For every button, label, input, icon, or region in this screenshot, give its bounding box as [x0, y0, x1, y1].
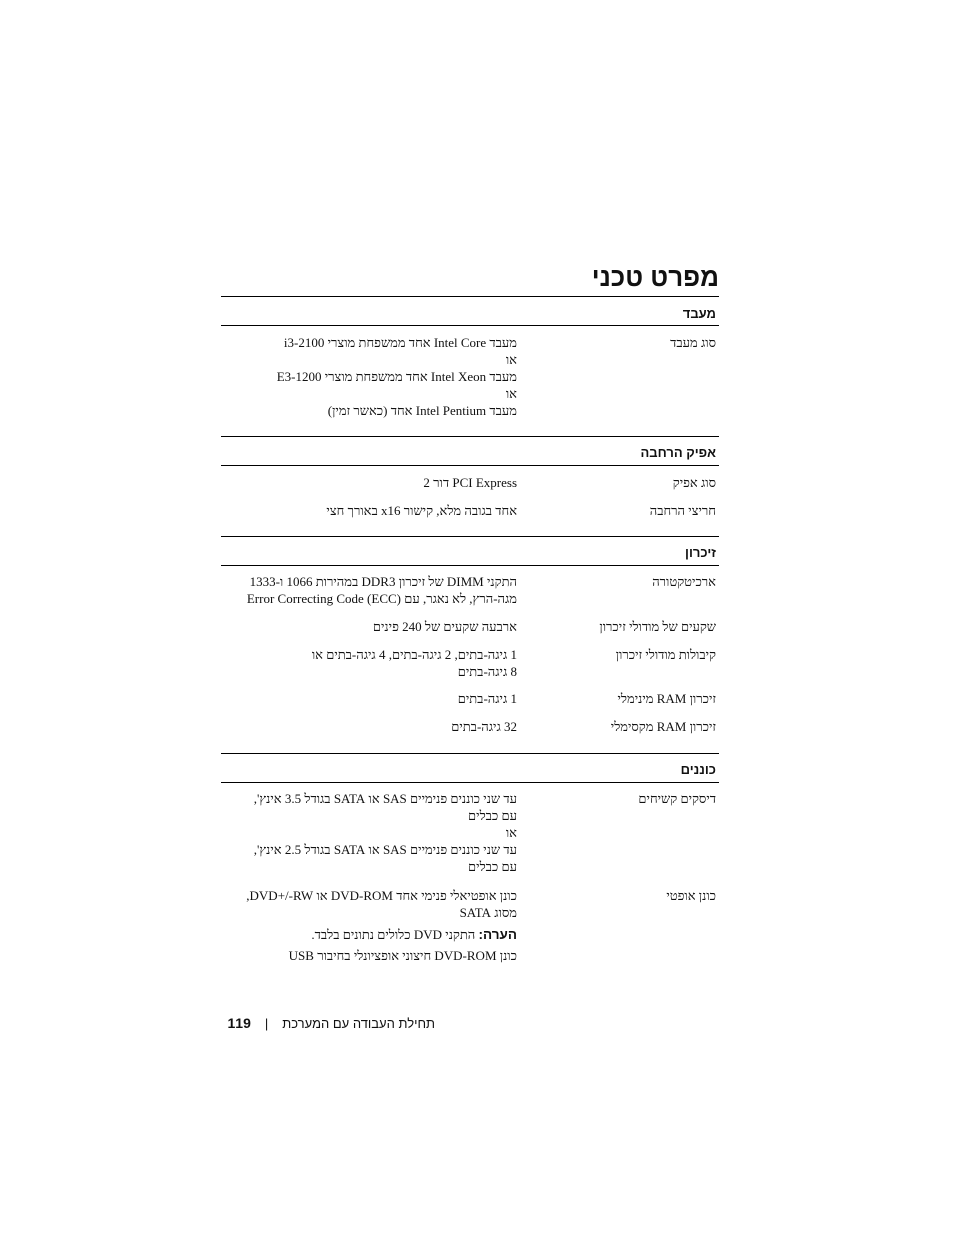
- value-line: עם כבלים: [468, 859, 517, 874]
- row-label: כונן אופטי: [666, 888, 716, 903]
- divider: [221, 782, 719, 783]
- value-line: כונן אופטיאלי פנימי אחד DVD-ROM או DVD+/-RW,: [246, 888, 517, 903]
- value-line: מסוג SATA: [459, 905, 517, 920]
- row-value: [221, 790, 517, 875]
- row-value: [221, 618, 517, 635]
- divider: [221, 465, 719, 466]
- divider: [221, 565, 719, 566]
- value-line: מגה-הרץ, לא נאגר, עם Error Correcting Code (ECC): [246, 591, 517, 606]
- value-line: התקני DIMM של זיכרון DDR3 במהירות 1066 ו-1333: [249, 574, 517, 589]
- value-line: או: [505, 825, 517, 840]
- value-line: מעבד Intel Xeon אחד ממשפחת מוצרי E3-1200: [276, 369, 517, 384]
- row-value: [221, 502, 517, 519]
- value-line: מעבד Intel Core אחד ממשפחת מוצרי i3-2100: [283, 335, 517, 350]
- value-line: עד שני כוננים פנימיים SAS או SATA בגודל 2.5 אינץ',: [253, 842, 517, 857]
- row-label: שקעים של מודולי זיכרון: [599, 619, 716, 634]
- footer-section-title: תחילת העבודה עם המערכת: [282, 1016, 435, 1031]
- footer-separator: |: [264, 1016, 269, 1031]
- value-line: או: [505, 386, 517, 401]
- value-line: 1 גיגה-בתים, 2 גיגה-בתים, 4 גיגה-בתים או: [311, 647, 517, 662]
- row-value: [221, 646, 517, 680]
- row-value: [221, 887, 517, 921]
- page-number: 119: [227, 1015, 251, 1031]
- divider: [221, 436, 719, 437]
- page-title: מפרט טכני: [591, 262, 719, 292]
- divider: [221, 753, 719, 754]
- value-line: ארבעה שקעים של 240 פינים: [372, 619, 517, 634]
- value-line: כונן DVD-ROM חיצוני אופציונלי בחיבור USB: [288, 948, 517, 963]
- row-label: סוג אפיק: [672, 475, 716, 490]
- note-line: [221, 926, 517, 943]
- row-value: [221, 334, 517, 419]
- value-line: או: [505, 352, 517, 367]
- page-footer: [228, 1014, 435, 1033]
- row-value: [221, 474, 517, 491]
- row-label: סוג מעבד: [670, 335, 716, 350]
- value-line: 32 גיגה-בתים: [451, 719, 517, 734]
- note-text: התקני DVD כלולים נתונים בלבד.: [311, 927, 476, 942]
- value-line: מעבד Intel Pentium אחד (כאשר זמין): [327, 403, 517, 418]
- row-value: [221, 690, 517, 707]
- row-value: [221, 573, 517, 607]
- note: [221, 926, 517, 943]
- value-line: עד שני כוננים פנימיים SAS או SATA בגודל 3.5 אינץ',: [253, 791, 517, 806]
- spec-page: [221, 0, 719, 1235]
- row-label: דיסקים קשיחים: [638, 791, 716, 806]
- divider: [221, 536, 719, 537]
- section-header-drives: כוננים: [680, 762, 716, 777]
- section-header-memory: זיכרון: [685, 545, 716, 560]
- value-line: 8 גיגה-בתים: [457, 664, 517, 679]
- row-label: חריצי הרחבה: [649, 503, 716, 518]
- value-line: אחד בגובה מלא, קישור x16 באורך חצי: [326, 503, 517, 518]
- value-line: עם כבלים: [468, 808, 517, 823]
- row-value-extra: [221, 947, 517, 964]
- row-label: זיכרון RAM מינימלי: [617, 691, 716, 706]
- divider: [221, 325, 719, 326]
- value-line: PCI Express דור 2: [423, 475, 517, 490]
- row-label: זיכרון RAM מקסימלי: [610, 719, 716, 734]
- value-line: 1 גיגה-בתים: [457, 691, 517, 706]
- row-label: קיבולות מודולי זיכרון: [615, 647, 716, 662]
- divider: [221, 296, 719, 297]
- section-header-expansion: אפיק הרחבה: [640, 445, 716, 460]
- section-header-processor: מעבד: [682, 306, 716, 321]
- row-value: [221, 718, 517, 735]
- note-label: הערה:: [478, 927, 517, 942]
- row-label: ארכיטקטורה: [652, 574, 716, 589]
